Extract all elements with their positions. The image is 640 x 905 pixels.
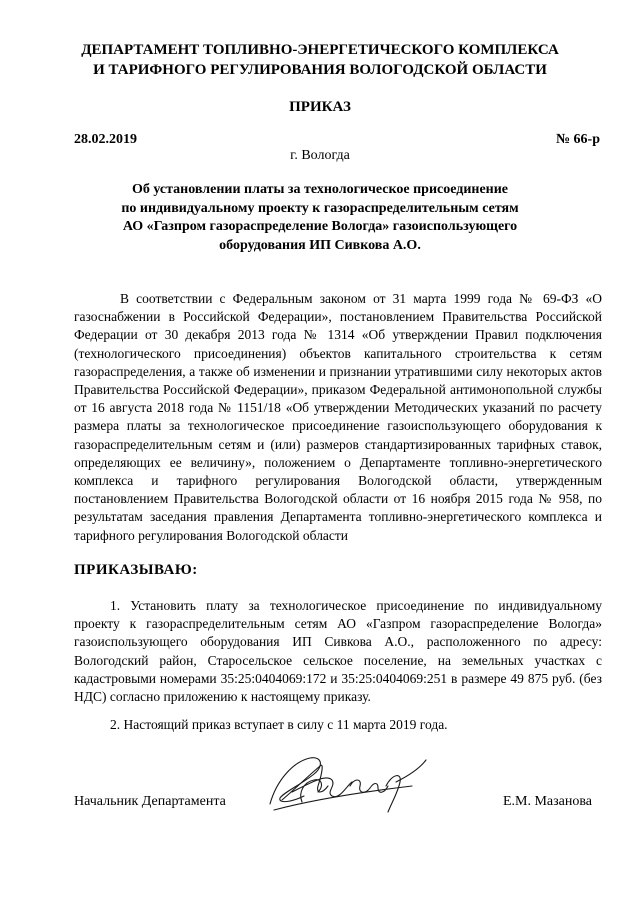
order-item-1: 1. Установить плату за технологическое присоединение по индивидуальному проекту к газораспределительным сетям АО «Газпром газораспределение Вологда» газоиспользующего оборудования ИП Сивкова А.О., расположенного по адресу: Вологодский район, Старосельское сельское поселение, на земельных участках с кадастровыми номерами 35:25:0404069:172 и 35:25:0404069:251 в размере 49 875 руб. (без НДС) согласно приложению к настоящему приказу. [74,598,602,705]
signer-position: Начальник Департамента [74,794,226,809]
order-item-2: 2. Настоящий приказ вступает в силу с 11 марта 2019 года. [110,717,448,732]
handwritten-signature [262,752,432,818]
department-name-line2: И ТАРИФНОГО РЕГУЛИРОВАНИЯ ВОЛОГОДСКОЙ ОБЛАСТИ [93,62,547,78]
preamble-paragraph: В соответствии с Федеральным законом от 31 марта 1999 года № 69-ФЗ «О газоснабжении в Российской Федерации», постановлением Правительства Российской Федерации от 30 декабря 2013 года № 1314 «Об утверждении Правил подключения (технологического присоединения) объектов капитального строительства к сетям газораспределения, а также об изменении и признании утратившими силу некоторых актов Правительства Российской Федерации», приказом Федеральной антимонопольной службы от 16 августа 2018 года № 1151/18 «Об утверждении Методических указаний по расчету размера платы за технологическое присоединение газоиспользующего оборудования к газораспределительным сетям и (или) размеров стандартизированных тарифных ставок, определяющих ее величину», положением о Департаменте топливно-энергетического комплекса и тарифного регулирования Вологодской области, утвержденным постановлением Правительства Вологодской области от 16 ноября 2015 года № 958, по результатам заседания правления Департамента топливно-энергетического комплекса и тарифного регулирования Вологодской области [74,291,602,543]
document-number: № 66-р [555,132,600,147]
document-title [110,181,530,255]
document-city: г. Вологда [290,148,350,163]
title-line: Об установлении платы за технологическое присоединение [131,182,509,197]
document-type: ПРИКАЗ [289,99,351,115]
document-date: 28.02.2019 [74,132,137,147]
title-line: оборудования ИП Сивкова А.О. [219,237,421,253]
department-name-line1: ДЕПАРТАМЕНТ ТОПЛИВНО-ЭНЕРГЕТИЧЕСКОГО КОМПЛЕКСА [81,42,559,58]
title-line: АО «Газпром газораспределение Вологда» газоиспользующего [122,219,518,234]
order-keyword: ПРИКАЗЫВАЮ: [74,562,198,578]
title-line: по индивидуальному проекту к газораспределительным сетям [121,200,519,216]
signer-name: Е.М. Мазанова [502,794,592,809]
